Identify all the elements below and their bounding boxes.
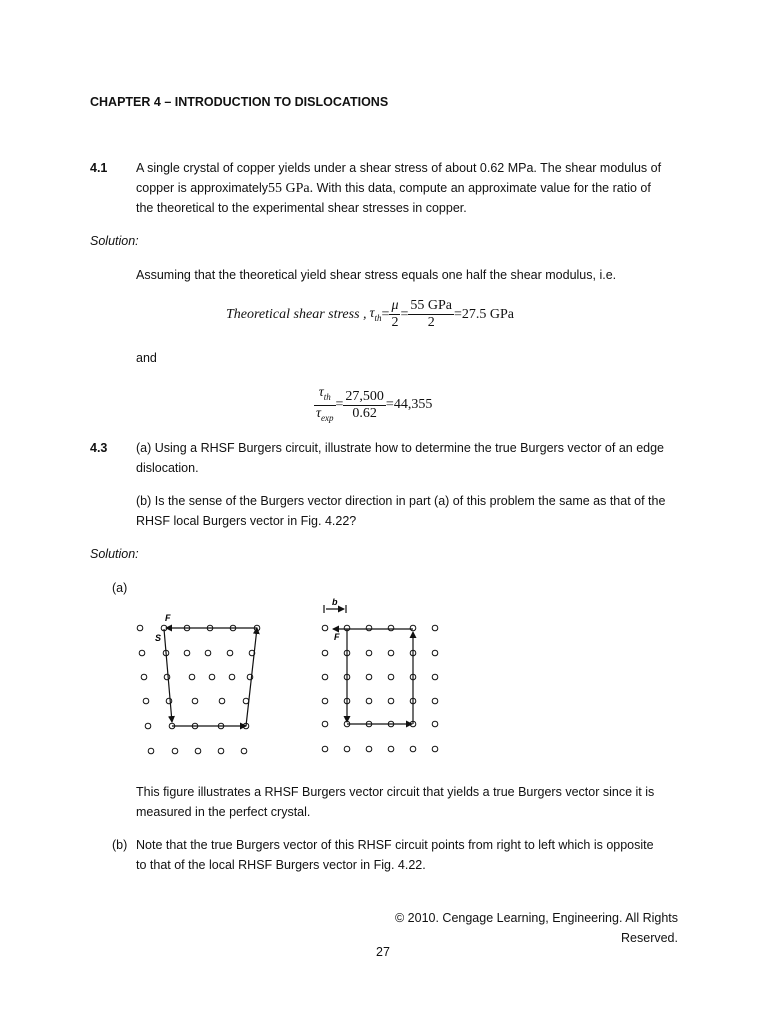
eq1-mu-over-two — [389, 298, 400, 331]
eq2-tau-exp — [314, 406, 336, 426]
left-label-f: F — [165, 613, 171, 623]
page-number: 27 — [376, 945, 390, 959]
eq1-denominator: 2 — [427, 315, 435, 330]
lattice-atom-left-1-0 — [139, 650, 145, 656]
lattice-atom-right-2-0 — [322, 674, 328, 680]
chapter-title-text: CHAPTER 4 – INTRODUCTION TO DISLOCATIONS — [90, 95, 389, 109]
lattice-atom-right-5-3 — [388, 746, 394, 752]
lattice-atom-left-5-4 — [241, 748, 247, 754]
lattice-atom-right-5-1 — [344, 746, 350, 752]
lattice-atom-left-3-4 — [243, 698, 249, 704]
right-burgers-circuit — [324, 605, 413, 724]
problem-number-4-3: 4.3 — [90, 441, 108, 455]
eq1-mu: μ — [391, 298, 399, 313]
right-label-b: b — [332, 597, 338, 607]
eq2-tau-exp-symbol: τ — [316, 405, 322, 421]
lattice-atom-left-2-0 — [141, 674, 147, 680]
eq1-label: Theoretical shear stress , — [226, 306, 367, 322]
lattice-atom-left-2-4 — [229, 674, 235, 680]
lattice-atom-right-3-3 — [388, 698, 394, 704]
lattice-atom-right-0-0 — [322, 625, 328, 631]
lattice-atom-right-5-2 — [366, 746, 372, 752]
shear-modulus-value: 55 GPa. — [268, 181, 314, 196]
copyright-line-1: © 2010. Cengage Learning, Engineering. All Rights — [394, 911, 678, 925]
copyright-notice — [395, 908, 678, 948]
problem-4-1-line-1: A single crystal of copper yields under a shear stress of about 0.62 MPa. The shear modulus of — [136, 161, 662, 175]
equation-theoretical-shear-stress — [226, 298, 514, 331]
eq1-modulus-over-two — [408, 298, 454, 331]
lattice-atom-right-5-5 — [432, 746, 438, 752]
lattice-atom-right-0-5 — [432, 625, 438, 631]
eq1-equals-1: = — [381, 306, 390, 322]
lattice-atom-left-2-2 — [189, 674, 195, 680]
left-label-s: S — [155, 633, 162, 643]
right-lattice-atoms — [322, 625, 438, 752]
eq2-equals: = — [335, 397, 344, 413]
lattice-atom-left-5-0 — [148, 748, 154, 754]
lattice-atom-right-1-3 — [388, 650, 394, 656]
and-text: and — [136, 351, 157, 365]
lattice-atom-right-1-5 — [432, 650, 438, 656]
burgers-circuit-figure — [120, 595, 450, 765]
lattice-atom-left-2-3 — [209, 674, 215, 680]
lattice-atom-right-1-2 — [366, 650, 372, 656]
eq1-numerator: 55 GPa — [410, 298, 453, 313]
solution-4-1-assumption: Assuming that the theoretical yield shear stress equals one half the shear modulus, i.e. — [136, 268, 617, 282]
lattice-atom-right-0-3 — [388, 625, 394, 631]
solution-part-b-label: (b) — [112, 838, 128, 852]
eq2-tau-th-subscript: th — [323, 391, 331, 402]
equation-stress-ratio — [314, 385, 432, 426]
eq1-tau-symbol: τ — [369, 306, 375, 322]
solution-part-b-line-2: to that of the local RHSF Burgers vector in Fig. 4.22. — [136, 858, 426, 872]
problem-4-3-part-b-line-2: RHSF local Burgers vector in Fig. 4.22? — [136, 514, 357, 528]
left-lattice-atoms — [137, 625, 260, 754]
eq2-result: =44,355 — [385, 397, 433, 413]
lattice-atom-left-0-0 — [137, 625, 143, 631]
eq2-denominator: 0.62 — [352, 405, 377, 421]
problem-4-3-part-b-line-1: (b) Is the sense of the Burgers vector direction in part (a) of this problem the same as that of the — [136, 494, 666, 508]
lattice-atom-left-3-0 — [143, 698, 149, 704]
eq2-tau-th — [314, 385, 336, 406]
solution-label-2: Solution: — [90, 547, 139, 561]
lattice-atom-left-1-3 — [205, 650, 211, 656]
problem-4-1-line-3: the theoretical to the experimental shear stresses in copper. — [136, 201, 467, 215]
eq2-value-fraction — [343, 389, 386, 422]
lattice-atom-right-2-5 — [432, 674, 438, 680]
solution-part-b-line-1: Note that the true Burgers vector of this RHSF circuit points from right to left which is opposite — [136, 838, 654, 852]
lattice-atom-left-1-4 — [227, 650, 233, 656]
lattice-atom-left-5-1 — [172, 748, 178, 754]
lattice-atom-right-2-2 — [366, 674, 372, 680]
lattice-atom-left-1-2 — [184, 650, 190, 656]
lattice-atom-left-2-1 — [164, 674, 170, 680]
solution-part-a-label: (a) — [112, 581, 128, 595]
lattice-atom-right-3-0 — [322, 698, 328, 704]
eq1-result: =27.5 GPa — [454, 306, 515, 322]
lattice-atom-right-4-5 — [432, 721, 438, 727]
eq1-two: 2 — [391, 315, 399, 330]
copyright-line-2: Reserved. — [621, 931, 678, 945]
chapter-title — [90, 92, 388, 112]
right-label-f: F — [334, 632, 340, 642]
eq1-tau-subscript: th — [374, 312, 382, 323]
eq2-tau-ratio — [314, 385, 336, 426]
eq2-numerator: 27,500 — [345, 388, 384, 404]
lattice-atom-right-2-3 — [388, 674, 394, 680]
lattice-atom-right-0-4 — [410, 625, 416, 631]
figure-caption-line-2: measured in the perfect crystal. — [136, 805, 311, 819]
eq1-tau — [370, 306, 382, 323]
lattice-atom-right-3-2 — [366, 698, 372, 704]
problem-4-1-line-2 — [136, 178, 651, 199]
eq2-tau-exp-subscript: exp — [321, 412, 334, 423]
lattice-atom-right-4-0 — [322, 721, 328, 727]
problem-4-1-line-2-post: With this data, compute an approximate value for the ratio of — [313, 181, 651, 195]
eq1-equals-2: = — [400, 306, 409, 322]
lattice-atom-right-3-5 — [432, 698, 438, 704]
lattice-atom-left-3-2 — [192, 698, 198, 704]
lattice-atom-right-1-0 — [322, 650, 328, 656]
problem-4-3-part-a-line-2: dislocation. — [136, 461, 199, 475]
problem-4-1-line-2-pre: copper is approximately — [136, 181, 269, 195]
lattice-atom-left-5-3 — [218, 748, 224, 754]
lattice-atom-left-4-0 — [145, 723, 151, 729]
figure-caption-line-1: This figure illustrates a RHSF Burgers vector circuit that yields a true Burgers vector since it is — [136, 785, 655, 799]
lattice-atom-right-0-2 — [366, 625, 372, 631]
lattice-atom-left-3-3 — [219, 698, 225, 704]
problem-number-4-1: 4.1 — [90, 161, 108, 175]
problem-4-3-part-a-line-1: (a) Using a RHSF Burgers circuit, illustrate how to determine the true Burgers vector of an edge — [136, 441, 665, 455]
lattice-atom-right-5-4 — [410, 746, 416, 752]
lattice-atom-left-5-2 — [195, 748, 201, 754]
eq2-tau-th-symbol: τ — [318, 385, 324, 400]
lattice-atom-right-5-0 — [322, 746, 328, 752]
solution-label-1: Solution: — [90, 234, 139, 248]
